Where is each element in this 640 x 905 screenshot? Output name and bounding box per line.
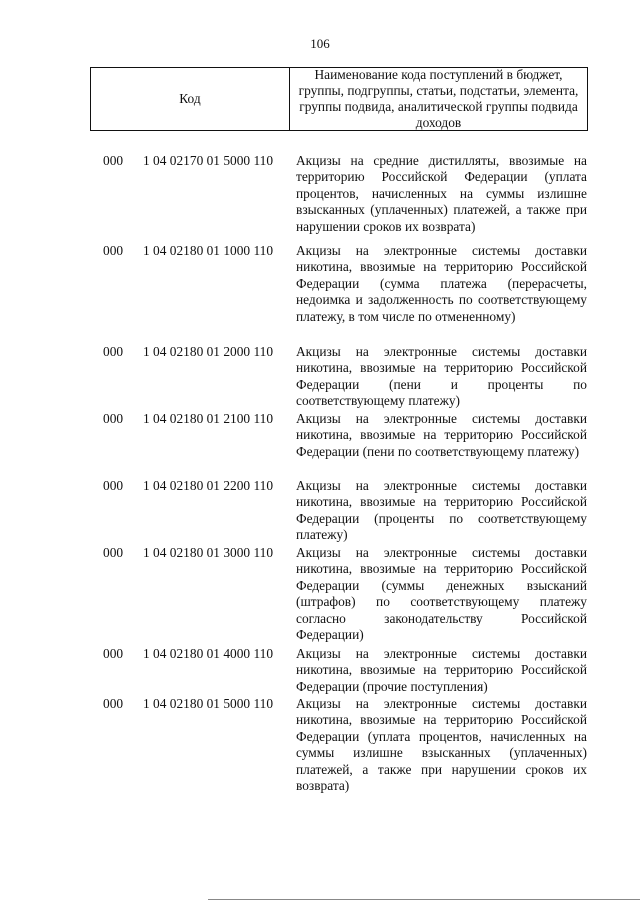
revenue-name: Акцизы на электронные системы доставки никотина, ввозимые на территорию Российской Федерации (пени и проценты по соответствующему платежу) (296, 344, 587, 409)
admin-code: 000 (103, 411, 124, 426)
table-row (103, 243, 587, 344)
table-body (103, 153, 587, 797)
revenue-name: Акцизы на электронные системы доставки никотина, ввозимые на территорию Российской Федерации (прочие поступления) (296, 646, 587, 694)
header-code-cell (91, 68, 290, 130)
admin-code: 000 (103, 545, 124, 560)
admin-code: 000 (103, 478, 124, 493)
revenue-code: 1 04 02180 01 3000 110 (143, 545, 274, 560)
header-name-cell (290, 68, 587, 130)
header-name-label: Наименование кода поступлений в бюджет, группы, подгруппы, статьи, подстатьи, элемента, группы подвида, аналитической группы подвида доходов (298, 67, 579, 130)
revenue-name: Акцизы на электронные системы доставки никотина, ввозимые на территорию Российской Федерации (уплата процентов, начисленных на суммы излишне взысканных (уплаченных) платежей, а также при нарушении сроков их возврата) (296, 696, 587, 794)
revenue-code: 1 04 02180 01 1000 110 (143, 243, 274, 258)
revenue-code: 1 04 02180 01 2100 110 (143, 411, 274, 426)
revenue-code: 1 04 02170 01 5000 110 (143, 153, 274, 168)
admin-code: 000 (103, 243, 124, 258)
revenue-code: 1 04 02180 01 2200 110 (143, 478, 274, 493)
admin-code: 000 (103, 153, 124, 168)
table-row (103, 545, 587, 646)
header-code-label: Код (179, 91, 201, 106)
table-row (103, 344, 587, 411)
page-number: 106 (310, 36, 330, 51)
admin-code: 000 (103, 344, 124, 359)
table-row (103, 153, 587, 243)
revenue-name: Акцизы на электронные системы доставки никотина, ввозимые на территорию Российской Федерации (пени по соответствующему платежу) (296, 411, 587, 459)
table-row (103, 478, 587, 545)
revenue-code: 1 04 02180 01 4000 110 (143, 646, 274, 661)
table-row (103, 646, 587, 696)
table-row (103, 696, 587, 797)
revenue-code: 1 04 02180 01 2000 110 (143, 344, 274, 359)
scan-edge-line (208, 899, 640, 900)
table-row (103, 411, 587, 478)
revenue-name: Акцизы на электронные системы доставки никотина, ввозимые на территорию Российской Федерации (суммы денежных взысканий (штрафов) по соответствующему платежу согласно законодательству Российской Федерации) (296, 545, 587, 643)
table-header (90, 67, 588, 131)
revenue-name: Акцизы на электронные системы доставки никотина, ввозимые на территорию Российской Федерации (сумма платежа (перерасчеты, недоимка и задолженность по соответствующему платежу, в том числе по отмененному) (296, 243, 587, 324)
revenue-name: Акцизы на электронные системы доставки никотина, ввозимые на территорию Российской Федерации (проценты по соответствующему платежу) (296, 478, 587, 543)
revenue-name: Акцизы на средние дистилляты, ввозимые на территорию Российской Федерации (уплата процентов, начисленных на суммы излишне взысканных (уплаченных) платежей, а также при нарушении сроков их возврата) (296, 153, 587, 234)
admin-code: 000 (103, 696, 124, 711)
revenue-code: 1 04 02180 01 5000 110 (143, 696, 274, 711)
admin-code: 000 (103, 646, 124, 661)
